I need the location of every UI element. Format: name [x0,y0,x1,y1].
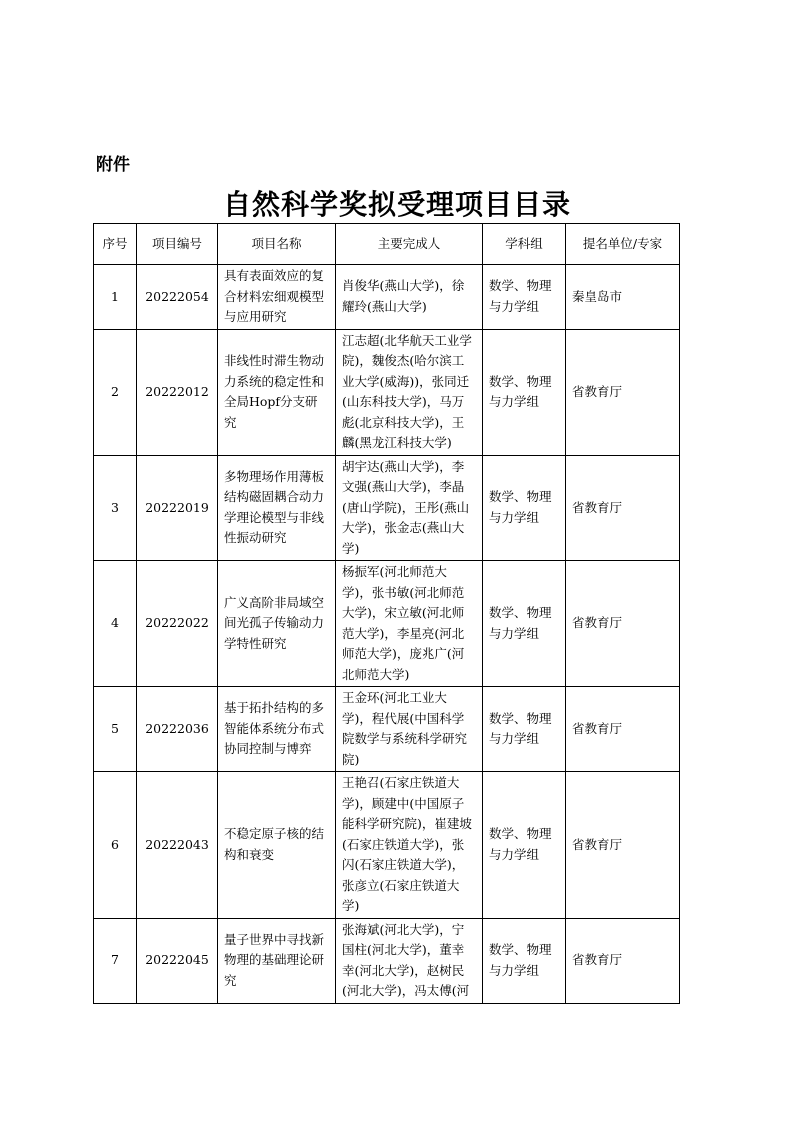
row-name: 多物理场作用薄板结构磁固耦合动力学理论模型与非线性振动研究 [218,455,336,561]
header-no: 序号 [94,224,137,265]
row-name: 具有表面效应的复合材料宏细观模型与应用研究 [218,265,336,330]
row-people: 王艳召(石家庄铁道大学)，顾建中(中国原子能科学研究院)，崔建坡(石家庄铁道大学)，张闪(石家庄铁道大学)，张彦立(石家庄铁道大学) [336,772,483,919]
row-code: 20222012 [137,329,218,455]
row-group: 数学、物理与力学组 [483,561,566,687]
table-row [94,918,680,1003]
row-nominator: 省教育厅 [566,455,680,561]
row-code: 20222043 [137,772,218,919]
table-row [94,772,680,919]
row-nominator: 省教育厅 [566,772,680,919]
header-people: 主要完成人 [336,224,483,265]
table-row [94,265,680,330]
row-no: 6 [94,772,137,919]
row-no: 5 [94,687,137,772]
row-nominator: 省教育厅 [566,329,680,455]
row-group: 数学、物理与力学组 [483,265,566,330]
row-nominator: 秦皇岛市 [566,265,680,330]
page-title: 自然科学奖拟受理项目目录 [222,188,571,221]
row-nominator: 省教育厅 [566,561,680,687]
row-nominator: 省教育厅 [566,918,680,1003]
table-row [94,455,680,561]
row-no: 7 [94,918,137,1003]
row-group: 数学、物理与力学组 [483,918,566,1003]
row-group: 数学、物理与力学组 [483,455,566,561]
header-code: 项目编号 [137,224,218,265]
row-group: 数学、物理与力学组 [483,772,566,919]
project-table [93,223,680,1004]
row-no: 2 [94,329,137,455]
row-people: 杨振军(河北师范大学)，张书敏(河北师范大学)，宋立敏(河北师范大学)，李星亮(河北师范大学)，庞兆广(河北师范大学) [336,561,483,687]
row-people: 王金环(河北工业大学)，程代展(中国科学院数学与系统科学研究院) [336,687,483,772]
header-name: 项目名称 [218,224,336,265]
row-no: 3 [94,455,137,561]
row-group: 数学、物理与力学组 [483,687,566,772]
row-code: 20222054 [137,265,218,330]
row-people: 肖俊华(燕山大学)，徐耀玲(燕山大学) [336,265,483,330]
row-nominator: 省教育厅 [566,687,680,772]
row-name: 基于拓扑结构的多智能体系统分布式协同控制与博弈 [218,687,336,772]
row-name: 非线性时滞生物动力系统的稳定性和全局Hopf分支研究 [218,329,336,455]
row-people: 胡宇达(燕山大学)，李文强(燕山大学)，李晶(唐山学院)，王彤(燕山大学)，张金志(燕山大学) [336,455,483,561]
table-header-row [94,224,680,265]
row-people: 江志超(北华航天工业学院)，魏俊杰(哈尔滨工业大学(威海))，张同迁(山东科技大学)，马万彪(北京科技大学)，王麟(黑龙江科技大学) [336,329,483,455]
row-code: 20222036 [137,687,218,772]
row-no: 4 [94,561,137,687]
header-nominator: 提名单位/专家 [566,224,680,265]
table-row [94,329,680,455]
table-row [94,687,680,772]
row-code: 20222045 [137,918,218,1003]
table-row [94,561,680,687]
row-code: 20222019 [137,455,218,561]
row-name: 量子世界中寻找新物理的基础理论研究 [218,918,336,1003]
row-group: 数学、物理与力学组 [483,329,566,455]
attachment-label: 附件 [96,155,130,175]
row-no: 1 [94,265,137,330]
row-code: 20222022 [137,561,218,687]
row-people: 张海斌(河北大学)，宁国柱(河北大学)，董幸幸(河北大学)，赵树民(河北大学)，冯太傅(河 [336,918,483,1003]
row-name: 不稳定原子核的结构和衰变 [218,772,336,919]
header-group: 学科组 [483,224,566,265]
row-name: 广义高阶非局域空间光孤子传输动力学特性研究 [218,561,336,687]
